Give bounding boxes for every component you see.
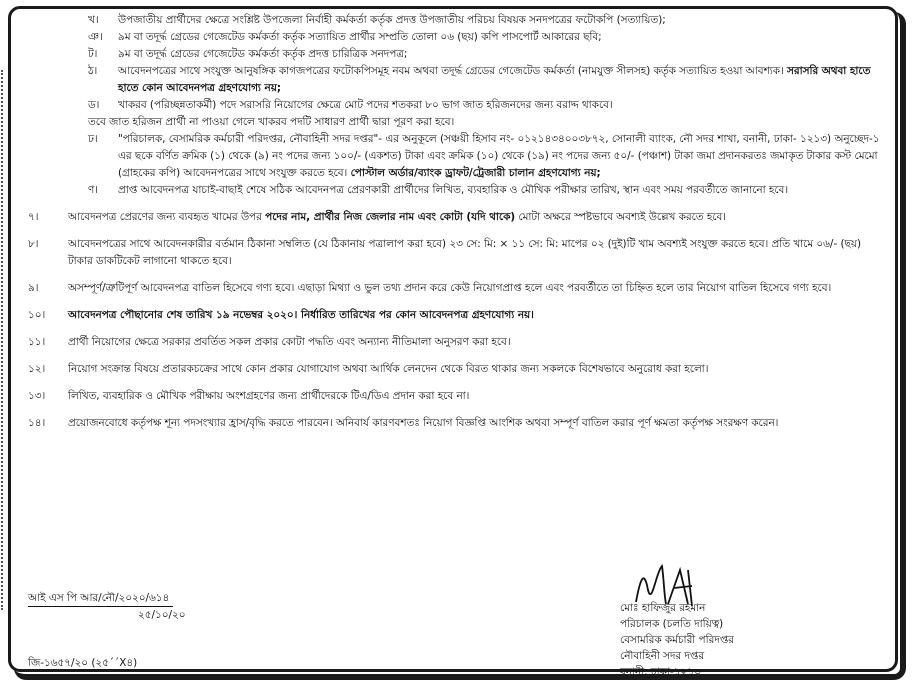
item-text-plain: আবেদনপত্রের সাথে সংযুক্ত আনুষঙ্গিক কাগজপত্রের ফটোকপিসমূহ নবম অথবা তদূর্দ্ধ গ্রেডের গেজেটেড কর্মকর্তা (নামযুক্ত সীলসহ) কর্তৃক সত্যায়িত হওয়া আবশ্যক। — [118, 65, 784, 77]
memo-date: ২৫/১০/২০ — [138, 609, 186, 621]
paragraph-8 — [28, 236, 888, 270]
paragraph-14 — [28, 415, 888, 432]
signatory-address: বনানী, ঢাকা-১২১৩ — [620, 666, 701, 678]
paragraph-9 — [28, 280, 888, 297]
paragraph-text: আবেদনপত্রের সাথে আবেদনকারীর বর্তমান ঠিকানা সম্বলিত (যে ঠিকানায় পত্রালাপ করা হবে) ২৩ সে: মি: × ১১ সে: মি: মাপের ০২ (দুই)টি খাম অবশ্যই সংযুক্ত করতে হবে। প্রতি খামে ০৬/- (ছয়) টাকার ডাকটিকেট লাগানো থাকতে হবে। — [68, 238, 862, 267]
item-dha — [28, 131, 888, 182]
paragraph-text-plain: আবেদনপত্র প্রেরণের জন্য ব্যবহৃত খামের উপর — [68, 211, 262, 223]
item-text-bold: সরাসরি অথবা হাতে হাতে কোন আবেদনপত্র গ্রহণযোগ্য নয়; — [118, 65, 871, 94]
item-text: ৯ম বা তদূর্দ্ধ গ্রেডের গেজেটেড কর্মকর্তা কর্তৃক সত্যায়িত প্রার্থীর সম্প্রতি তোলা ০৬ (ছয়) কপি পাসপোর্ট আকারের ছবি; — [118, 31, 602, 43]
item-text: প্রাপ্ত আবেদনপত্র যাচাই-বাছাই শেষে সঠিক আবেদনপত্র প্রেরণকারী প্রার্থীদের লিখিত, ব্যবহারিক ও মৌখিক পরীক্ষার তারিখ, স্থান এবং সময় পরবর্তীতে জানানো হবে। — [118, 184, 789, 196]
item-number: খ। — [88, 14, 99, 26]
paragraph-number: ১১। — [28, 336, 46, 348]
paragraph-number: ১০। — [28, 309, 46, 321]
item-text: উপজাতীয় প্রার্থীদের ক্ষেত্রে সংশ্লিষ্ট উপজেলা নির্বাহী কর্মকর্তা কর্তৃক প্রদত্ত উপজাতীয় পরিচয় বিষয়ক সনদপত্রের ফটোকপি (সত্যায়িত); — [118, 14, 666, 26]
document-body — [28, 12, 888, 432]
paragraph-11 — [28, 334, 888, 351]
paragraph-text: নিয়োগ সংক্রান্ত বিষয়ে প্রতারকচক্রের সাথে কোন প্রকার যোগাযোগ অথবা আর্থিক লেনদেন থেকে বিরত থাকার জন্য সকলকে বিশেষভাবে অনুরোধ করা হলো। — [68, 363, 709, 375]
signatory-hq: নৌবাহিনী সদর দপ্তর — [620, 650, 705, 662]
reference-block — [28, 590, 186, 623]
paragraph-number: ৮। — [28, 238, 39, 250]
left-dotted-guide — [1, 70, 3, 610]
paragraph-text: অসম্পূর্ণ/ত্রুটিপূর্ণ আবেদনপত্র বাতিল হিসেবে গণ্য হবে। এছাড়া মিথ্যা ও ভুল তথ্য প্রদান করে কেউ নিয়োগপ্রাপ্ত হলে এবং পরবর্তীতে তা চিহ্নিত হলে তার নিয়োগ বাতিল হিসেবে গণ্য হবে। — [68, 282, 832, 294]
paragraph-number: ৭। — [28, 211, 39, 223]
paragraph-12 — [28, 361, 888, 378]
signatory-office: বেসামরিক কর্মচারী পরিদপ্তর — [620, 634, 735, 646]
item-da — [28, 97, 888, 114]
paragraph-number: ৯। — [28, 282, 39, 294]
item-number: ঢ। — [88, 133, 98, 145]
item-number: ট। — [88, 48, 98, 60]
item-number: ণ। — [88, 184, 98, 196]
paragraph-text-bold: পদের নাম, প্রার্থীর নিজ জেলার নাম এবং কোটা (যদি থাকে) — [265, 211, 516, 223]
item-number: ড। — [88, 99, 100, 111]
signatory-designation: পরিচালক (চলতি দায়িত্ব) — [620, 618, 724, 630]
item-da-continuation — [28, 114, 888, 131]
paragraph-10 — [28, 307, 888, 324]
paragraph-text-plain-after: মোটা অক্ষরে স্পষ্টভাবে অবশ্যই উল্লেখ করতে হবে। — [518, 211, 726, 223]
item-number: ঠ। — [88, 65, 98, 77]
item-na — [28, 182, 888, 199]
item-text — [118, 131, 888, 182]
item-text: খাকরব (পরিচ্ছন্নতাকর্মী) পদে সরাসরি নিয়োগের ক্ষেত্রে মোট পদের শতকরা ৮০ ভাগ জাত হরিজনদের জন্য বরাদ্দ থাকবে। — [118, 99, 613, 111]
item-text: ৯ম বা তদূর্দ্ধ গ্রেডের গেজেটেড কর্মকর্তা কর্তৃক প্রদত্ত চারিত্রিক সনদপত্র; — [118, 48, 408, 60]
paragraph-number: ১৪। — [28, 417, 46, 429]
paragraph-text-bold: আবেদনপত্র পৌছানোর শেষ তারিখ ১৯ নভেম্বর ২০২০। নির্ধারিত তারিখের পর কোন আবেদনপত্র গ্রহণযোগ্য নয়। — [68, 309, 534, 321]
paragraph-text: প্রার্থী নিয়োগের ক্ষেত্রে সরকার প্রবর্তিত সকল প্রকার কোটা পদ্ধতি এবং অন্যান্য নীতিমালা অনুসরণ করা হবে। — [68, 336, 511, 348]
print-code: জি-১৬৫৭/২০ (২৫´´X৪) — [28, 657, 138, 669]
item-text-plain: "পরিচালক, বেসামরিক কর্মচারী পরিদপ্তর, নৌবাহিনী সদর দপ্তর"- এর অনুকূলে (সঞ্চয়ী হিসাব নং- ০১২১৪৩৪০০৩৮৭২, সোনালী ব্যাংক, নৌ সদর শাখা, বনানী, ঢাকা- ১২১৩) অনুচ্ছেদ-১ এর ছকে বর্ণিত ক্রমিক (১) থেকে (৯) নং পদের জন্য ১০০/- (একশত) টাকা এবং ক্রমিক (১০) থেকে (১৯) নং পদের জন্য ৫০/- (পঞ্চাশ) টাকা জমা প্রদানকরতঃ জমাকৃত টাকার কস্ট মেমো (গ্রাহকের কপি) আবেদনপত্রের সাথে সংযুক্ত করতে হবে। — [118, 133, 880, 179]
paragraph-13 — [28, 388, 888, 405]
paragraph-text: লিখিত, ব্যবহারিক ও মৌখিক পরীক্ষায় অংশগ্রহণের জন্য প্রার্থীদেরকে টিএ/ডিএ প্রদান করা হবে না। — [68, 390, 470, 402]
item-text — [118, 63, 888, 97]
item-tha — [28, 63, 888, 97]
item-text-continuation: তবে জাত হরিজন প্রার্থী না পাওয়া গেলে খাকরব পদটি সাধারণ প্রার্থী দ্বারা পূরণ করা হবে। — [88, 116, 455, 128]
signatory-name: মোঃ হাফিজুর রহমান — [620, 602, 706, 614]
paragraph-number: ১২। — [28, 363, 46, 375]
paragraph-7 — [28, 209, 888, 226]
paragraph-number: ১৩। — [28, 390, 46, 402]
paragraph-text: প্রয়োজনবোধে কর্তৃপক্ষ শূন্য পদসংখ্যার হ্রাস/বৃদ্ধি করতে পারবেন। অনিবার্য কারণবশতঃ নিয়োগ বিজ্ঞপ্তি আংশিক অথবা সম্পূর্ণ বাতিল করার পূর্ণ ক্ষমতা কর্তৃপক্ষ সংরক্ষণ করেন। — [68, 417, 779, 429]
item-kha — [28, 12, 888, 29]
paragraph-text — [68, 209, 888, 226]
item-number: ঞ। — [88, 31, 103, 43]
item-ta — [28, 46, 888, 63]
item-uo — [28, 29, 888, 46]
memo-reference: আই এস পি আর/নৌ/২০২০/৬১৪ — [28, 590, 173, 607]
item-text-bold: পোস্টাল অর্ডার/ব্যাংক ড্রাফট/ট্রেজারী চালান গ্রহণযোগ্য নয়; — [350, 167, 601, 179]
